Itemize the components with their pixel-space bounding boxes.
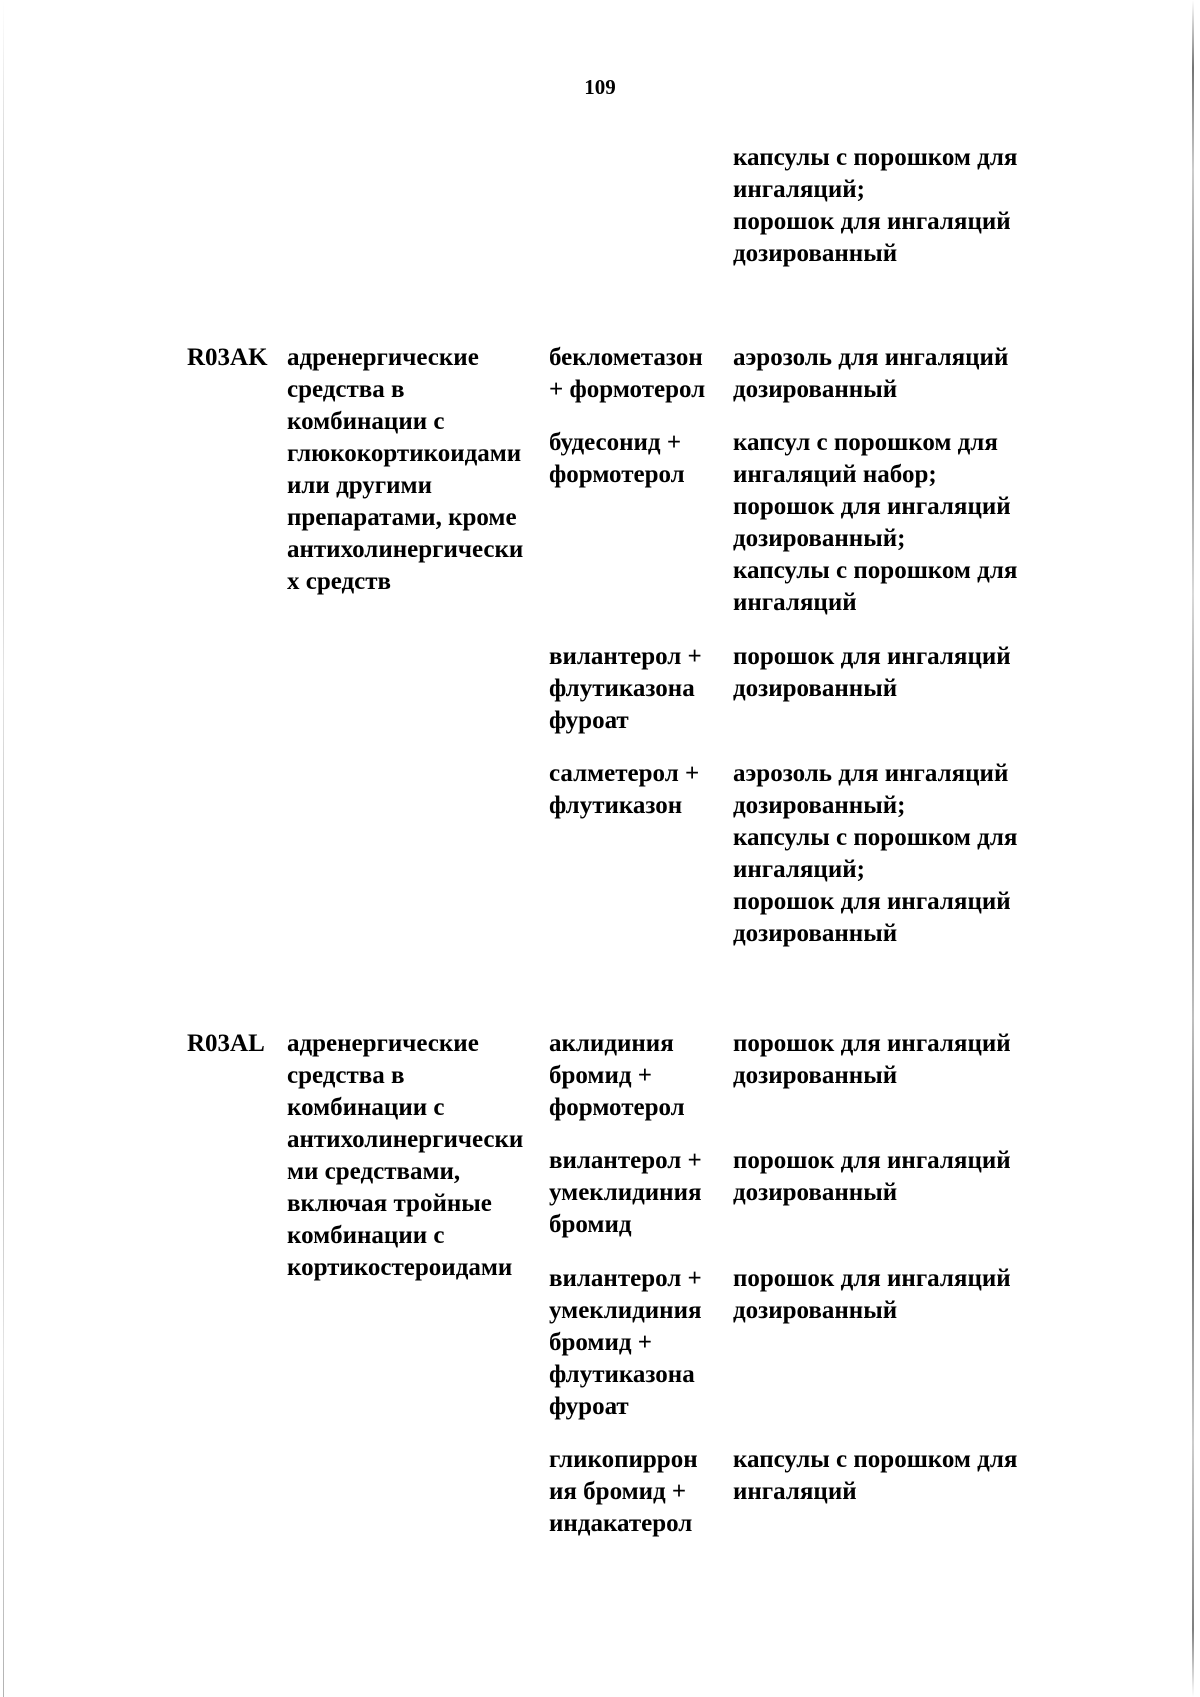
- drug-inn: аклидиния бромид + формотерол: [549, 1030, 685, 1121]
- dosage-form: порошок для ингаляций дозированный: [733, 643, 1011, 702]
- group-name-r03ak: адренергические средства в комбинации с глюкокортикоидами или другими препаратами, кроме антихолинергически х средств: [287, 344, 524, 595]
- drug-inn: салметерол + флутиказон: [549, 760, 700, 819]
- group-name-r03al: адренергические средства в комбинации с антихолинергически ми средствами, включая тройные комбинации с кортикостероидами: [287, 1030, 524, 1281]
- drug-inn: вилантерол + умеклидиния бромид + флутиказона фуроат: [549, 1265, 702, 1420]
- drug-inn: будесонид + формотерол: [549, 429, 685, 488]
- drug-inn: гликопиррон ия бромид + индакатерол: [549, 1446, 698, 1537]
- dosage-form: порошок для ингаляций дозированный: [733, 1147, 1011, 1206]
- drug-inn: вилантерол + умеклидиния бромид: [549, 1147, 702, 1238]
- dosage-form: аэрозоль для ингаляций дозированный: [733, 344, 1009, 403]
- dosage-form: порошок для ингаляций дозированный: [733, 1030, 1011, 1089]
- atc-code-r03ak: R03AK: [187, 344, 268, 371]
- scan-edge-left: [3, 0, 4, 1697]
- continuation-dosage-form: капсулы с порошком для ингаляций; порошок для ингаляций дозированный: [733, 144, 1018, 267]
- dosage-form: капсулы с порошком для ингаляций: [733, 1446, 1018, 1505]
- atc-code-r03al: R03AL: [187, 1030, 265, 1057]
- scan-edge-right: [1192, 0, 1194, 1697]
- page-number: 109: [584, 75, 616, 99]
- dosage-form: капсул с порошком для ингаляций набор; порошок для ингаляций дозированный; капсулы с порошком для ингаляций: [733, 429, 1018, 616]
- drug-inn: беклометазон + формотерол: [549, 344, 706, 403]
- drug-inn: вилантерол + флутиказона фуроат: [549, 643, 702, 734]
- dosage-form: аэрозоль для ингаляций дозированный; капсулы с порошком для ингаляций; порошок для ингаляций дозированный: [733, 760, 1018, 947]
- dosage-form: порошок для ингаляций дозированный: [733, 1265, 1011, 1324]
